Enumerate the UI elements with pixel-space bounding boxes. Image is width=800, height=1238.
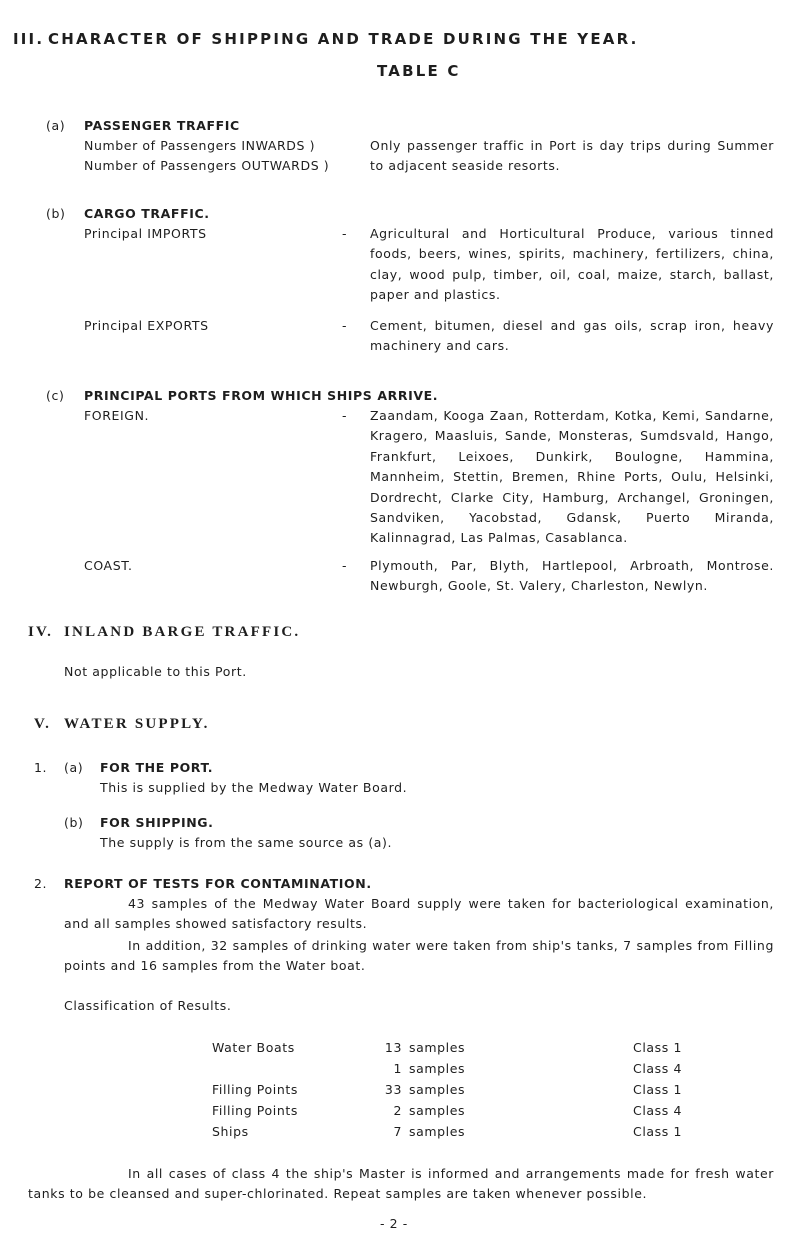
contamination-heading: REPORT OF TESTS FOR CONTAMINATION. xyxy=(64,876,372,891)
result-source: Filling Points xyxy=(212,1082,298,1097)
page-number: - 2 - xyxy=(380,1216,408,1231)
imports-label: Principal IMPORTS xyxy=(84,226,207,241)
contamination-para-2: In addition, 32 samples of drinking water were taken from ship's tanks, 7 samples from Filling points and 16 samples from the Water boat. xyxy=(64,938,774,974)
coast-dash: - xyxy=(342,558,348,573)
result-source: Ships xyxy=(212,1124,249,1139)
item-1a-label: (a) xyxy=(64,760,84,775)
result-count: 2 xyxy=(393,1103,402,1118)
section-iv-title: INLAND BARGE TRAFFIC. xyxy=(64,624,301,640)
result-count: 13 xyxy=(384,1040,402,1055)
item-c-label: (c) xyxy=(46,388,65,403)
for-shipping-heading: FOR SHIPPING. xyxy=(100,815,214,830)
result-class: Class 1 xyxy=(633,1124,683,1139)
result-source: Filling Points xyxy=(212,1103,298,1118)
exports-text: Cement, bitumen, diesel and gas oils, scrap iron, heavy machinery and cars. xyxy=(370,318,774,354)
result-source: Water Boats xyxy=(212,1040,295,1055)
result-class: Class 4 xyxy=(633,1061,683,1076)
result-unit: samples xyxy=(409,1103,466,1118)
for-shipping-text: The supply is from the same source as (a). xyxy=(100,835,393,850)
item-a-label: (a) xyxy=(46,118,66,133)
table-label: TABLE C xyxy=(377,62,461,80)
foreign-label: FOREIGN. xyxy=(84,408,150,423)
result-class: Class 1 xyxy=(633,1082,683,1097)
section-iv-number: IV. xyxy=(28,624,54,640)
section-iv-text: Not applicable to this Port. xyxy=(64,664,247,679)
section-iii-title: CHARACTER OF SHIPPING AND TRADE DURING THE YEAR. xyxy=(48,30,639,48)
coast-ports-text: Plymouth, Par, Blyth, Hartlepool, Arbroath, Montrose. Newburgh, Goole, St. Valery, Charleston, Newlyn. xyxy=(370,558,774,594)
foreign-ports-text: Zaandam, Kooga Zaan, Rotterdam, Kotka, Kemi, Sandarne, Kragero, Maasluis, Sande, Monsteras, Sumdsvald, Hango, Frankfurt, Leixoes, Dunkirk, Boulogne, Hammina, Mannheim, Stettin, Bremen, Rhine Ports, Oulu, Helsinki, Dordrecht, Clarke City, Hamburg, Archangel, Groningen, Sandviken, Yacobstad, Gdansk, Puerto Miranda, Kalinnagrad, Las Palmas, Casablanca. xyxy=(370,408,774,546)
passenger-note: Only passenger traffic in Port is day trips during Summer to adjacent seaside resorts. xyxy=(370,138,774,174)
result-class: Class 1 xyxy=(633,1040,683,1055)
item-b-label: (b) xyxy=(46,206,66,221)
item-1-number: 1. xyxy=(34,760,48,775)
result-class: Class 4 xyxy=(633,1103,683,1118)
principal-ports-heading: PRINCIPAL PORTS FROM WHICH SHIPS ARRIVE. xyxy=(84,388,439,403)
exports-dash: - xyxy=(342,318,348,333)
coast-label: COAST. xyxy=(84,558,133,573)
foreign-dash: - xyxy=(342,408,348,423)
contamination-para-1: 43 samples of the Medway Water Board supply were taken for bacteriological examination, and all samples showed satisfactory results. xyxy=(64,896,774,932)
result-count: 33 xyxy=(384,1082,402,1097)
item-1b-label: (b) xyxy=(64,815,84,830)
for-the-port-heading: FOR THE PORT. xyxy=(100,760,214,775)
classification-heading: Classification of Results. xyxy=(64,998,232,1013)
for-the-port-text: This is supplied by the Medway Water Board. xyxy=(100,780,408,795)
cargo-traffic-heading: CARGO TRAFFIC. xyxy=(84,206,210,221)
closing-paragraph: In all cases of class 4 the ship's Master is informed and arrangements made for fresh water tanks to be cleansed and super-chlorinated. Repeat samples are taken whenever possible. xyxy=(28,1166,774,1202)
section-iii-number: III. xyxy=(13,30,45,48)
exports-label: Principal EXPORTS xyxy=(84,318,209,333)
result-count: 1 xyxy=(393,1061,402,1076)
section-v-number: V. xyxy=(34,716,52,732)
result-unit: samples xyxy=(409,1061,466,1076)
item-2-number: 2. xyxy=(34,876,48,891)
imports-text: Agricultural and Horticultural Produce, various tinned foods, beers, wines, spirits, machinery, fertilizers, china, clay, wood pulp, timber, oil, coal, maize, starch, ballast, paper and plastics. xyxy=(370,226,774,303)
passengers-inwards: Number of Passengers INWARDS ) xyxy=(84,138,316,153)
result-unit: samples xyxy=(409,1124,466,1139)
result-unit: samples xyxy=(409,1040,466,1055)
result-unit: samples xyxy=(409,1082,466,1097)
section-v-title: WATER SUPPLY. xyxy=(64,716,210,732)
passenger-traffic-heading: PASSENGER TRAFFIC xyxy=(84,118,240,133)
passengers-outwards: Number of Passengers OUTWARDS ) xyxy=(84,158,330,173)
result-count: 7 xyxy=(393,1124,402,1139)
imports-dash: - xyxy=(342,226,348,241)
